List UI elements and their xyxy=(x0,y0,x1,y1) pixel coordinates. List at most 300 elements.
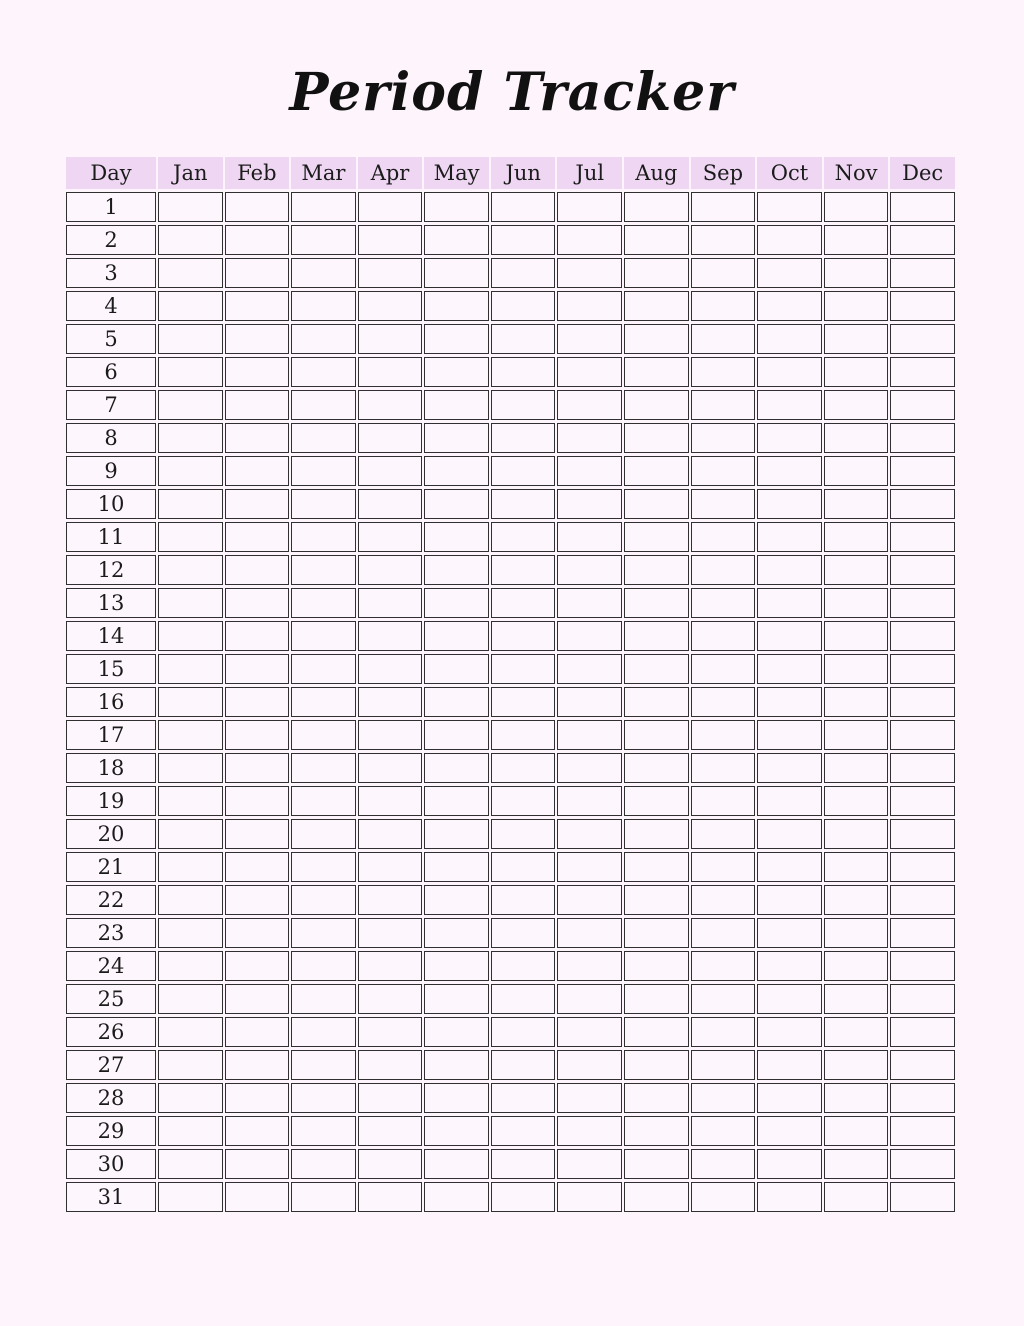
entry-cell xyxy=(824,1182,889,1212)
header-row xyxy=(66,157,955,189)
entry-cell xyxy=(824,852,889,882)
entry-cell xyxy=(890,192,955,222)
entry-cell xyxy=(624,225,689,255)
entry-cell xyxy=(491,489,556,519)
entry-cell xyxy=(824,654,889,684)
table-row xyxy=(66,456,955,486)
entry-cell xyxy=(225,621,290,651)
entry-cell xyxy=(225,390,290,420)
entry-cell xyxy=(424,621,489,651)
entry-cell xyxy=(757,1116,822,1146)
entry-cell xyxy=(691,951,756,981)
entry-cell xyxy=(491,621,556,651)
entry-cell xyxy=(225,588,290,618)
entry-cell xyxy=(824,225,889,255)
entry-cell xyxy=(824,1149,889,1179)
entry-cell xyxy=(890,885,955,915)
entry-cell xyxy=(291,687,356,717)
entry-cell xyxy=(824,423,889,453)
entry-cell xyxy=(491,720,556,750)
day-label-cell: 8 xyxy=(66,423,156,453)
entry-cell xyxy=(757,390,822,420)
entry-cell xyxy=(424,885,489,915)
day-label-cell: 7 xyxy=(66,390,156,420)
entry-cell xyxy=(890,390,955,420)
entry-cell xyxy=(557,1182,622,1212)
entry-cell xyxy=(491,1149,556,1179)
entry-cell xyxy=(757,1182,822,1212)
entry-cell xyxy=(358,522,423,552)
entry-cell xyxy=(291,258,356,288)
entry-cell xyxy=(291,654,356,684)
table-row xyxy=(66,588,955,618)
day-label-cell: 26 xyxy=(66,1017,156,1047)
entry-cell xyxy=(890,951,955,981)
entry-cell xyxy=(691,1050,756,1080)
entry-cell xyxy=(291,885,356,915)
entry-cell xyxy=(158,555,223,585)
entry-cell xyxy=(890,555,955,585)
entry-cell xyxy=(624,291,689,321)
entry-cell xyxy=(225,324,290,354)
entry-cell xyxy=(291,753,356,783)
entry-cell xyxy=(824,1050,889,1080)
entry-cell xyxy=(158,291,223,321)
entry-cell xyxy=(358,291,423,321)
entry-cell xyxy=(358,489,423,519)
entry-cell xyxy=(158,951,223,981)
entry-cell xyxy=(824,687,889,717)
entry-cell xyxy=(491,324,556,354)
table-row xyxy=(66,951,955,981)
entry-cell xyxy=(291,852,356,882)
entry-cell xyxy=(424,357,489,387)
day-label-cell: 29 xyxy=(66,1116,156,1146)
entry-cell xyxy=(824,588,889,618)
entry-cell xyxy=(158,423,223,453)
entry-cell xyxy=(691,984,756,1014)
entry-cell xyxy=(491,984,556,1014)
entry-cell xyxy=(491,522,556,552)
entry-cell xyxy=(624,753,689,783)
entry-cell xyxy=(158,720,223,750)
day-label-cell: 15 xyxy=(66,654,156,684)
table-row xyxy=(66,1116,955,1146)
entry-cell xyxy=(624,357,689,387)
entry-cell xyxy=(291,1149,356,1179)
entry-cell xyxy=(890,753,955,783)
entry-cell xyxy=(358,852,423,882)
entry-cell xyxy=(358,786,423,816)
entry-cell xyxy=(691,687,756,717)
entry-cell xyxy=(225,819,290,849)
entry-cell xyxy=(624,852,689,882)
table-row xyxy=(66,192,955,222)
entry-cell xyxy=(424,291,489,321)
entry-cell xyxy=(358,588,423,618)
entry-cell xyxy=(491,1182,556,1212)
day-label-cell: 11 xyxy=(66,522,156,552)
table-row xyxy=(66,555,955,585)
entry-cell xyxy=(557,918,622,948)
day-label-cell: 25 xyxy=(66,984,156,1014)
entry-cell xyxy=(890,984,955,1014)
entry-cell xyxy=(158,324,223,354)
entry-cell xyxy=(358,1083,423,1113)
day-label-cell: 27 xyxy=(66,1050,156,1080)
entry-cell xyxy=(491,588,556,618)
entry-cell xyxy=(158,258,223,288)
entry-cell xyxy=(890,489,955,519)
entry-cell xyxy=(158,588,223,618)
entry-cell xyxy=(824,555,889,585)
entry-cell xyxy=(557,456,622,486)
entry-cell xyxy=(691,291,756,321)
entry-cell xyxy=(691,1116,756,1146)
entry-cell xyxy=(757,951,822,981)
entry-cell xyxy=(358,984,423,1014)
entry-cell xyxy=(824,1017,889,1047)
entry-cell xyxy=(691,1083,756,1113)
entry-cell xyxy=(557,819,622,849)
day-label-cell: 17 xyxy=(66,720,156,750)
table-row xyxy=(66,753,955,783)
entry-cell xyxy=(757,225,822,255)
entry-cell xyxy=(557,621,622,651)
entry-cell xyxy=(691,654,756,684)
entry-cell xyxy=(824,918,889,948)
entry-cell xyxy=(491,885,556,915)
entry-cell xyxy=(491,225,556,255)
header-cell-may: May xyxy=(424,157,489,189)
entry-cell xyxy=(358,1017,423,1047)
entry-cell xyxy=(158,918,223,948)
entry-cell xyxy=(890,819,955,849)
entry-cell xyxy=(491,258,556,288)
entry-cell xyxy=(158,357,223,387)
entry-cell xyxy=(557,357,622,387)
entry-cell xyxy=(424,1116,489,1146)
entry-cell xyxy=(757,489,822,519)
entry-cell xyxy=(424,555,489,585)
entry-cell xyxy=(757,588,822,618)
entry-cell xyxy=(557,753,622,783)
entry-cell xyxy=(358,621,423,651)
entry-cell xyxy=(624,951,689,981)
entry-cell xyxy=(824,522,889,552)
entry-cell xyxy=(691,456,756,486)
entry-cell xyxy=(757,819,822,849)
entry-cell xyxy=(824,984,889,1014)
entry-cell xyxy=(158,456,223,486)
entry-cell xyxy=(358,192,423,222)
entry-cell xyxy=(691,258,756,288)
entry-cell xyxy=(624,687,689,717)
entry-cell xyxy=(691,621,756,651)
entry-cell xyxy=(158,1050,223,1080)
entry-cell xyxy=(824,291,889,321)
entry-cell xyxy=(691,885,756,915)
table-row xyxy=(66,1149,955,1179)
entry-cell xyxy=(358,1050,423,1080)
table-row xyxy=(66,258,955,288)
entry-cell xyxy=(890,1050,955,1080)
entry-cell xyxy=(225,225,290,255)
day-label-cell: 20 xyxy=(66,819,156,849)
entry-cell xyxy=(424,588,489,618)
entry-cell xyxy=(158,225,223,255)
entry-cell xyxy=(757,621,822,651)
entry-cell xyxy=(757,456,822,486)
entry-cell xyxy=(491,291,556,321)
entry-cell xyxy=(557,225,622,255)
entry-cell xyxy=(291,555,356,585)
entry-cell xyxy=(225,654,290,684)
entry-cell xyxy=(757,324,822,354)
entry-cell xyxy=(291,1050,356,1080)
day-label-cell: 28 xyxy=(66,1083,156,1113)
entry-cell xyxy=(824,456,889,486)
day-label-cell: 31 xyxy=(66,1182,156,1212)
entry-cell xyxy=(225,258,290,288)
entry-cell xyxy=(225,951,290,981)
day-label-cell: 9 xyxy=(66,456,156,486)
entry-cell xyxy=(225,291,290,321)
entry-cell xyxy=(824,720,889,750)
entry-cell xyxy=(491,1050,556,1080)
entry-cell xyxy=(225,687,290,717)
table-row xyxy=(66,357,955,387)
entry-cell xyxy=(757,291,822,321)
entry-cell xyxy=(424,1083,489,1113)
entry-cell xyxy=(557,1116,622,1146)
entry-cell xyxy=(624,390,689,420)
entry-cell xyxy=(225,192,290,222)
entry-cell xyxy=(491,852,556,882)
entry-cell xyxy=(624,555,689,585)
entry-cell xyxy=(890,1182,955,1212)
entry-cell xyxy=(757,852,822,882)
entry-cell xyxy=(624,819,689,849)
table-row xyxy=(66,852,955,882)
header-cell-sep: Sep xyxy=(691,157,756,189)
entry-cell xyxy=(757,918,822,948)
entry-cell xyxy=(491,786,556,816)
entry-cell xyxy=(358,357,423,387)
entry-cell xyxy=(557,192,622,222)
entry-cell xyxy=(158,489,223,519)
entry-cell xyxy=(358,885,423,915)
entry-cell xyxy=(890,1017,955,1047)
entry-cell xyxy=(691,786,756,816)
entry-cell xyxy=(890,654,955,684)
entry-cell xyxy=(824,786,889,816)
entry-cell xyxy=(691,192,756,222)
entry-cell xyxy=(225,885,290,915)
entry-cell xyxy=(691,357,756,387)
entry-cell xyxy=(158,984,223,1014)
entry-cell xyxy=(291,588,356,618)
entry-cell xyxy=(158,1182,223,1212)
entry-cell xyxy=(691,753,756,783)
table-row xyxy=(66,324,955,354)
entry-cell xyxy=(491,918,556,948)
entry-cell xyxy=(291,1182,356,1212)
entry-cell xyxy=(158,621,223,651)
entry-cell xyxy=(358,1149,423,1179)
tracker-table xyxy=(64,154,957,1215)
entry-cell xyxy=(824,951,889,981)
entry-cell xyxy=(757,357,822,387)
entry-cell xyxy=(890,918,955,948)
entry-cell xyxy=(358,1182,423,1212)
day-label-cell: 18 xyxy=(66,753,156,783)
entry-cell xyxy=(557,1149,622,1179)
entry-cell xyxy=(358,258,423,288)
entry-cell xyxy=(491,819,556,849)
entry-cell xyxy=(424,324,489,354)
entry-cell xyxy=(624,324,689,354)
entry-cell xyxy=(624,885,689,915)
entry-cell xyxy=(624,522,689,552)
entry-cell xyxy=(158,819,223,849)
table-row xyxy=(66,819,955,849)
table-row xyxy=(66,1050,955,1080)
entry-cell xyxy=(757,753,822,783)
entry-cell xyxy=(358,753,423,783)
day-label-cell: 22 xyxy=(66,885,156,915)
entry-cell xyxy=(757,984,822,1014)
entry-cell xyxy=(291,819,356,849)
table-row xyxy=(66,654,955,684)
entry-cell xyxy=(557,885,622,915)
entry-cell xyxy=(491,687,556,717)
entry-cell xyxy=(557,423,622,453)
entry-cell xyxy=(358,423,423,453)
table-row xyxy=(66,1083,955,1113)
day-label-cell: 5 xyxy=(66,324,156,354)
day-label-cell: 10 xyxy=(66,489,156,519)
entry-cell xyxy=(424,489,489,519)
entry-cell xyxy=(291,522,356,552)
entry-cell xyxy=(158,654,223,684)
entry-cell xyxy=(691,588,756,618)
entry-cell xyxy=(824,885,889,915)
entry-cell xyxy=(491,1116,556,1146)
entry-cell xyxy=(691,852,756,882)
entry-cell xyxy=(358,687,423,717)
entry-cell xyxy=(358,951,423,981)
entry-cell xyxy=(158,753,223,783)
entry-cell xyxy=(691,1182,756,1212)
entry-cell xyxy=(557,654,622,684)
entry-cell xyxy=(291,984,356,1014)
entry-cell xyxy=(225,720,290,750)
entry-cell xyxy=(424,456,489,486)
entry-cell xyxy=(424,951,489,981)
entry-cell xyxy=(358,555,423,585)
entry-cell xyxy=(291,291,356,321)
entry-cell xyxy=(624,489,689,519)
entry-cell xyxy=(557,1083,622,1113)
entry-cell xyxy=(291,951,356,981)
entry-cell xyxy=(824,819,889,849)
entry-cell xyxy=(358,918,423,948)
entry-cell xyxy=(757,423,822,453)
header-cell-feb: Feb xyxy=(225,157,290,189)
entry-cell xyxy=(890,324,955,354)
entry-cell xyxy=(890,291,955,321)
entry-cell xyxy=(557,258,622,288)
entry-cell xyxy=(291,1116,356,1146)
entry-cell xyxy=(424,1050,489,1080)
entry-cell xyxy=(158,885,223,915)
entry-cell xyxy=(225,852,290,882)
entry-cell xyxy=(557,588,622,618)
entry-cell xyxy=(624,456,689,486)
entry-cell xyxy=(424,225,489,255)
entry-cell xyxy=(624,1116,689,1146)
entry-cell xyxy=(491,357,556,387)
entry-cell xyxy=(358,819,423,849)
entry-cell xyxy=(624,621,689,651)
entry-cell xyxy=(557,1017,622,1047)
entry-cell xyxy=(225,423,290,453)
entry-cell xyxy=(757,786,822,816)
entry-cell xyxy=(624,918,689,948)
header-cell-jul: Jul xyxy=(557,157,622,189)
entry-cell xyxy=(691,555,756,585)
entry-cell xyxy=(757,522,822,552)
entry-cell xyxy=(424,522,489,552)
entry-cell xyxy=(691,324,756,354)
entry-cell xyxy=(158,852,223,882)
day-label-cell: 12 xyxy=(66,555,156,585)
entry-cell xyxy=(424,984,489,1014)
table-row xyxy=(66,423,955,453)
entry-cell xyxy=(158,390,223,420)
entry-cell xyxy=(757,720,822,750)
entry-cell xyxy=(691,720,756,750)
entry-cell xyxy=(890,423,955,453)
entry-cell xyxy=(291,918,356,948)
entry-cell xyxy=(557,390,622,420)
entry-cell xyxy=(291,456,356,486)
entry-cell xyxy=(491,654,556,684)
entry-cell xyxy=(557,786,622,816)
entry-cell xyxy=(291,1017,356,1047)
table-row xyxy=(66,489,955,519)
entry-cell xyxy=(358,1116,423,1146)
table-row xyxy=(66,1182,955,1212)
entry-cell xyxy=(491,456,556,486)
entry-cell xyxy=(158,1017,223,1047)
entry-cell xyxy=(557,984,622,1014)
entry-cell xyxy=(291,786,356,816)
entry-cell xyxy=(691,918,756,948)
day-label-cell: 21 xyxy=(66,852,156,882)
entry-cell xyxy=(557,489,622,519)
entry-cell xyxy=(890,786,955,816)
entry-cell xyxy=(225,456,290,486)
table-row xyxy=(66,621,955,651)
day-label-cell: 6 xyxy=(66,357,156,387)
day-label-cell: 4 xyxy=(66,291,156,321)
entry-cell xyxy=(691,819,756,849)
entry-cell xyxy=(757,555,822,585)
entry-cell xyxy=(624,654,689,684)
entry-cell xyxy=(624,588,689,618)
